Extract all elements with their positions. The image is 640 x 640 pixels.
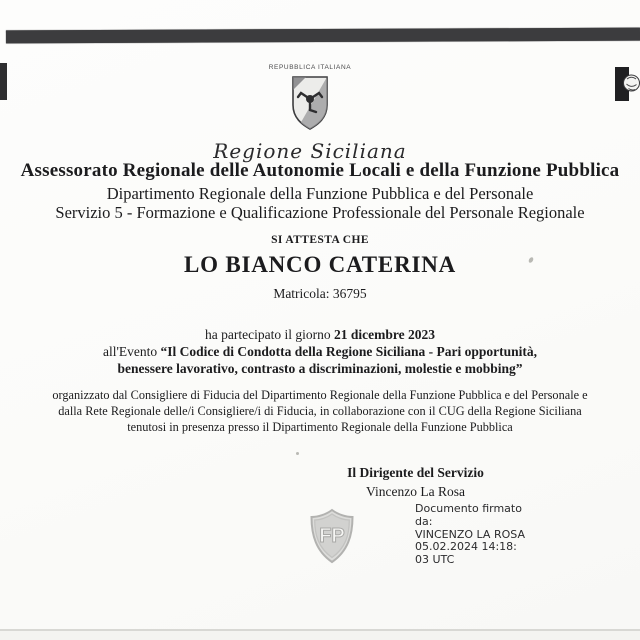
matricola-number: Matricola: 36795 (273, 286, 367, 301)
digital-sig-line: da: (415, 514, 433, 528)
trinacria-shield-icon (0, 74, 620, 137)
si-attesta-che-label: SI ATTESTA CHE (271, 234, 369, 246)
regione-siciliana-emblem (0, 64, 620, 163)
signer-role: Il Dirigente del Servizio (347, 465, 484, 480)
organizer-line-2: dalla Rete Regionale delle/i Consigliere/i di Fiducia, in collaborazione con il CUG della Regione Siciliana (58, 404, 582, 418)
header-servizio: Servizio 5 - Formazione e Qualificazione Professionale del Personale Regionale (55, 203, 585, 222)
fp-shield-stamp-icon (307, 508, 357, 566)
participation-line (0, 327, 640, 343)
participation-date: 21 dicembre 2023 (333, 327, 435, 342)
digital-sig-line: 05.02.2024 14:18: (415, 540, 517, 554)
digital-sig-line: Documento firmato (415, 502, 522, 515)
scan-artifact-bottom-band (0, 631, 640, 640)
digital-sig-line: VINCENZO LA ROSA (415, 527, 525, 541)
fp-stamp-initials: FP (319, 525, 345, 547)
digital-sig-line: 03 UTC (415, 553, 455, 567)
header-assessorato: Assessorato Regionale delle Autonomie Locali e della Funzione Pubblica (20, 160, 620, 181)
organizer-line-3: tenutosi in presenza presso il Dipartimento Regionale della Funzione Pubblica (127, 420, 513, 434)
participation-prefix: ha partecipato il giorno (205, 327, 334, 342)
signature-block (303, 465, 528, 500)
attested-person-name: LO BIANCO CATERINA (183, 252, 457, 277)
repubblica-italiana-label: REPUBBLICA ITALIANA (268, 64, 352, 71)
event-title-line-1 (0, 344, 640, 360)
scan-artifact-top-bar (6, 28, 640, 44)
signer-name: Vincenzo La Rosa (366, 484, 465, 499)
scan-speckle (296, 452, 299, 455)
organizer-line-1: organizzato dal Consigliere di Fiducia del Dipartimento Regionale della Funzione Pubblica e del Personale e (52, 388, 588, 402)
event-prefix: all'Evento (102, 344, 161, 359)
header-dipartimento: Dipartimento Regionale della Funzione Pubblica e del Personale (106, 184, 534, 203)
event-title-line-2: benessere lavorativo, contrasto a discriminazioni, molestie e mobbing” (117, 361, 523, 376)
event-title-part-1: “Il Codice di Condotta della Regione Siciliana - Pari opportunità, (160, 344, 538, 359)
regione-siciliana-script-title: Regione Siciliana (213, 139, 407, 163)
digital-signature-text (415, 503, 545, 567)
